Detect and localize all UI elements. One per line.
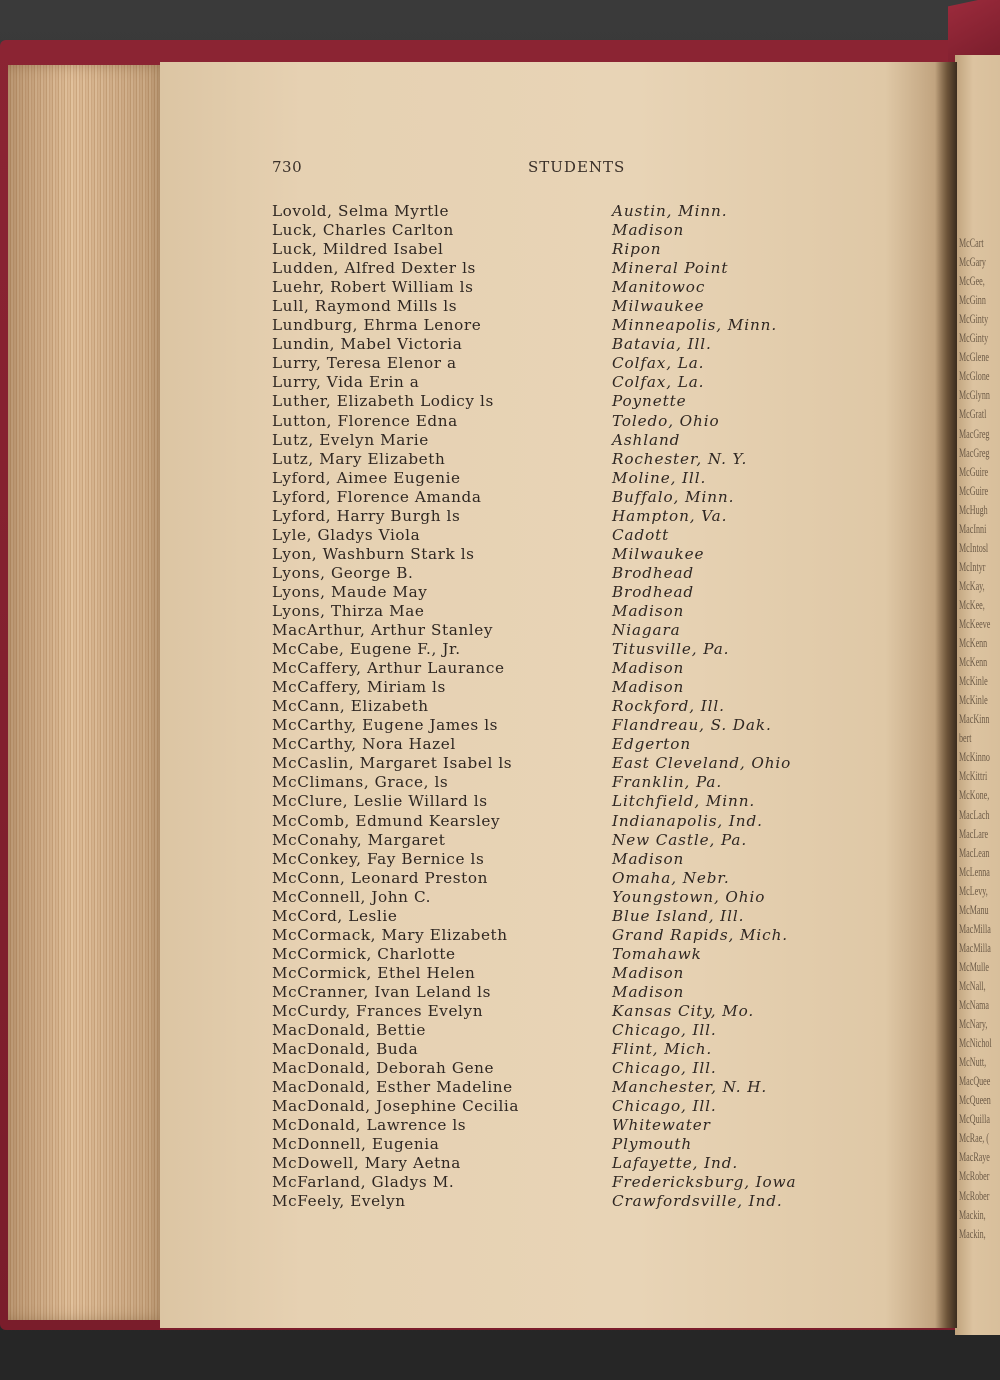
student-entry	[272, 488, 832, 507]
student-entry	[272, 869, 832, 888]
student-hometown: Flandreau, S. Dak.	[612, 716, 772, 735]
next-page-fragment: McHugh	[959, 501, 988, 517]
student-hometown: Madison	[612, 963, 685, 982]
student-entry	[272, 297, 832, 316]
student-name: Lutz, Mary Elizabeth	[272, 449, 446, 468]
next-page-fragment: McGlone	[959, 368, 990, 384]
student-name: MacDonald, Bettie	[272, 1021, 426, 1040]
next-page-fragment: McQueen	[959, 1092, 991, 1108]
next-page-fragment: McKinle	[959, 673, 988, 689]
student-hometown: Cadott	[612, 525, 670, 544]
student-name: McConahy, Margaret	[272, 830, 446, 849]
next-page-fragment: McKittri	[959, 768, 988, 784]
student-hometown: Moline, Ill.	[612, 468, 707, 487]
next-page-fragment: McIntyr	[959, 558, 986, 574]
student-name: McDonald, Lawrence ls	[272, 1116, 467, 1135]
student-entry	[272, 735, 832, 754]
student-entry	[272, 259, 832, 278]
student-entry	[272, 907, 832, 926]
student-name: McCaffery, Miriam ls	[272, 678, 446, 697]
student-hometown: Brodhead	[612, 563, 695, 582]
student-hometown: Poynette	[612, 392, 687, 411]
student-entry	[272, 564, 832, 583]
next-page-fragment: McKinle	[959, 692, 988, 708]
student-name: McCarthy, Eugene James ls	[272, 716, 499, 735]
running-title: STUDENTS	[528, 158, 626, 176]
student-hometown: Franklin, Pa.	[612, 773, 723, 792]
next-page-fragment: McNama	[959, 997, 989, 1012]
student-name: Luther, Elizabeth Lodicy ls	[272, 392, 494, 411]
student-entry	[272, 278, 832, 297]
student-name: McConn, Leonard Preston	[272, 868, 488, 887]
student-name: McCormick, Charlotte	[272, 944, 456, 963]
student-entry	[272, 831, 832, 850]
student-hometown: Chicago, Ill.	[612, 1097, 717, 1116]
student-name: McCaslin, Margaret Isabel ls	[272, 754, 513, 773]
student-entry	[272, 640, 832, 659]
student-name: McClimans, Grace, ls	[272, 773, 449, 792]
student-entry	[272, 602, 832, 621]
student-entry	[272, 1135, 832, 1154]
student-name: Luck, Charles Carlton	[272, 221, 454, 240]
student-hometown: Austin, Minn.	[612, 202, 728, 220]
next-page-fragment: McGuire	[959, 463, 989, 479]
student-entry	[272, 545, 832, 564]
student-name: Lyford, Aimee Eugenie	[272, 468, 461, 487]
student-entry	[272, 373, 832, 392]
student-entry	[272, 507, 832, 526]
student-name: Lundburg, Ehrma Lenore	[272, 316, 482, 335]
next-page-fragment: MacLare	[959, 825, 989, 841]
student-hometown: Manchester, N. H.	[612, 1078, 768, 1097]
student-hometown: Omaha, Nebr.	[612, 868, 730, 887]
student-entry	[272, 1040, 832, 1059]
student-entry	[272, 354, 832, 373]
student-hometown: Toledo, Ohio	[612, 411, 720, 430]
next-page-fragment: McNutt,	[959, 1054, 987, 1070]
student-name: MacDonald, Buda	[272, 1040, 419, 1059]
student-hometown: Youngstown, Ohio	[612, 887, 766, 906]
next-page-fragment: McGee,	[959, 273, 985, 289]
student-hometown: Batavia, Ill.	[612, 335, 712, 354]
student-name: Lutz, Evelyn Marie	[272, 430, 429, 449]
student-name: McCranner, Ivan Leland ls	[272, 982, 491, 1001]
next-page-fragment: MacLean	[959, 844, 990, 860]
student-entry	[272, 1078, 832, 1097]
next-page-fragment: McRae, (	[959, 1130, 989, 1146]
student-name: Lutton, Florence Edna	[272, 411, 458, 430]
student-name: McDonnell, Eugenia	[272, 1135, 440, 1154]
student-entry	[272, 412, 832, 431]
student-hometown: Kansas City, Mo.	[612, 1001, 755, 1020]
student-name: Lull, Raymond Mills ls	[272, 297, 458, 316]
next-page-fragment: McKinno	[959, 749, 990, 765]
next-page-fragment: Mackin,	[959, 1206, 986, 1222]
student-entry	[272, 316, 832, 335]
next-page-fragment: McQuilla	[959, 1111, 990, 1127]
student-name: McConkey, Fay Bernice ls	[272, 849, 485, 868]
student-hometown: Litchfield, Minn.	[612, 792, 756, 811]
student-entry	[272, 659, 832, 678]
next-page-fragment: Mackin,	[959, 1225, 986, 1241]
student-name: Lyford, Florence Amanda	[272, 487, 482, 506]
next-page-fragment: McGlene	[959, 349, 989, 365]
student-entry	[272, 754, 832, 773]
student-entry	[272, 526, 832, 545]
student-hometown: Chicago, Ill.	[612, 1059, 717, 1078]
student-hometown: Rochester, N. Y.	[612, 449, 748, 468]
student-entry	[272, 392, 832, 411]
student-name: Lyons, Thirza Mae	[272, 601, 425, 620]
student-hometown: Chicago, Ill.	[612, 1021, 717, 1040]
student-entry	[272, 1059, 832, 1078]
student-hometown: Blue Island, Ill.	[612, 906, 745, 925]
next-page-fragment: McKenn	[959, 654, 988, 670]
next-page-fragment: McLevy,	[959, 882, 988, 898]
student-listing	[272, 202, 832, 1211]
student-hometown: Madison	[612, 678, 685, 697]
next-page-fragment: McKone,	[959, 787, 990, 803]
next-page-fragment: McNary,	[959, 1016, 988, 1032]
student-name: Lyford, Harry Burgh ls	[272, 506, 461, 525]
student-hometown: Milwaukee	[612, 544, 705, 563]
student-entry	[272, 964, 832, 983]
student-entry	[272, 983, 832, 1002]
student-name: Lyon, Washburn Stark ls	[272, 544, 475, 563]
student-hometown: Niagara	[612, 621, 681, 640]
student-name: Luck, Mildred Isabel	[272, 240, 444, 259]
next-page-fragment: McManu	[959, 901, 989, 917]
page-gutter	[935, 62, 957, 1328]
student-hometown: Lafayette, Ind.	[612, 1154, 739, 1173]
student-entry	[272, 202, 832, 221]
student-name: MacArthur, Arthur Stanley	[272, 621, 494, 640]
student-hometown: Hampton, Va.	[612, 506, 728, 525]
student-hometown: Edgerton	[612, 735, 692, 754]
student-hometown: Ashland	[612, 430, 681, 449]
next-page-fragment: McGinn	[959, 292, 986, 308]
student-entry	[272, 469, 832, 488]
next-page-fragment: McGratl	[959, 406, 987, 422]
student-entry	[272, 1173, 832, 1192]
student-entry	[272, 1002, 832, 1021]
student-entry	[272, 431, 832, 450]
next-page-fragment: McGinty	[959, 311, 989, 327]
student-name: Lyons, George B.	[272, 563, 414, 582]
student-entry	[272, 621, 832, 640]
student-entry	[272, 716, 832, 735]
student-hometown: Grand Rapids, Mich.	[612, 925, 788, 944]
student-name: McFeely, Evelyn	[272, 1192, 406, 1211]
next-page-fragment: McGary	[959, 254, 986, 270]
next-page-fragment: MacGreg	[959, 444, 990, 460]
page-edges-shading	[8, 65, 168, 1320]
next-page-fragment: McNall,	[959, 977, 986, 993]
student-entry	[272, 678, 832, 697]
student-hometown: Rockford, Ill.	[612, 697, 725, 716]
student-entry	[272, 1192, 832, 1211]
student-hometown: Madison	[612, 221, 685, 240]
student-hometown: Titusville, Pa.	[612, 640, 730, 659]
student-entry	[272, 1116, 832, 1135]
student-name: McComb, Edmund Kearsley	[272, 811, 501, 830]
student-name: McDowell, Mary Aetna	[272, 1154, 461, 1173]
student-entry	[272, 240, 832, 259]
next-page-fragment: McIntosl	[959, 539, 989, 555]
student-entry	[272, 773, 832, 792]
next-page-fragment: McKeeve	[959, 616, 991, 631]
student-name: McCormick, Ethel Helen	[272, 963, 476, 982]
student-hometown: Madison	[612, 982, 685, 1001]
student-entry	[272, 888, 832, 907]
student-hometown: East Cleveland, Ohio	[612, 754, 792, 773]
student-hometown: Colfax, La.	[612, 354, 705, 373]
student-entry	[272, 792, 832, 811]
student-hometown: Madison	[612, 601, 685, 620]
next-page-fragment: McRober	[959, 1187, 990, 1203]
student-entry	[272, 850, 832, 869]
student-name: McCurdy, Frances Evelyn	[272, 1001, 484, 1020]
student-name: MacDonald, Josephine Cecilia	[272, 1097, 520, 1116]
student-name: McCann, Elizabeth	[272, 697, 429, 716]
student-hometown: Buffalo, Minn.	[612, 487, 735, 506]
next-page-fragment: McMulle	[959, 958, 990, 974]
student-hometown: Tomahawk	[612, 944, 702, 963]
next-page-fragment: McKay,	[959, 577, 985, 593]
next-page-fragment: McKenn	[959, 635, 988, 651]
student-name: Lurry, Teresa Elenor a	[272, 354, 457, 373]
next-page-fragment: McGinty	[959, 330, 989, 346]
student-entry	[272, 450, 832, 469]
student-name: McCabe, Eugene F., Jr.	[272, 640, 461, 659]
student-name: McCarthy, Nora Hazel	[272, 735, 456, 754]
student-entry	[272, 1154, 832, 1173]
student-name: McCaffery, Arthur Laurance	[272, 659, 505, 678]
next-page-fragment: McRober	[959, 1168, 990, 1184]
student-entry	[272, 1097, 832, 1116]
next-page-fragment: MacQuee	[959, 1073, 991, 1089]
student-hometown: Indianapolis, Ind.	[612, 811, 763, 830]
student-entry	[272, 926, 832, 945]
student-hometown: Madison	[612, 659, 685, 678]
student-entry	[272, 812, 832, 831]
student-hometown: Colfax, La.	[612, 373, 705, 392]
next-page-fragment: MacRaye	[959, 1149, 990, 1165]
student-name: McCormack, Mary Elizabeth	[272, 925, 508, 944]
next-page-edge	[955, 55, 1000, 1335]
student-entry	[272, 945, 832, 964]
student-name: Lyons, Maude May	[272, 582, 428, 601]
next-page-fragment: MacKinn	[959, 711, 990, 727]
student-entry	[272, 697, 832, 716]
student-hometown: Crawfordsville, Ind.	[612, 1192, 783, 1211]
next-page-fragment: MacMilla	[959, 920, 991, 936]
student-name: Luehr, Robert William ls	[272, 278, 474, 297]
next-page-fragment: McKee,	[959, 596, 985, 612]
student-hometown: Flint, Mich.	[612, 1040, 713, 1059]
student-hometown: Plymouth	[612, 1135, 693, 1154]
student-hometown: Milwaukee	[612, 297, 705, 316]
student-hometown: New Castle, Pa.	[612, 830, 748, 849]
page-header	[272, 158, 672, 180]
student-hometown: Fredericksburg, Iowa	[612, 1173, 797, 1192]
student-hometown: Madison	[612, 849, 685, 868]
student-name: McConnell, John C.	[272, 887, 432, 906]
student-hometown: Manitowoc	[612, 278, 706, 297]
student-hometown: Minneapolis, Minn.	[612, 316, 778, 335]
student-name: MacDonald, Esther Madeline	[272, 1078, 513, 1097]
student-entry	[272, 583, 832, 602]
page-number: 730	[272, 158, 303, 176]
student-name: Lovold, Selma Myrtle	[272, 202, 450, 220]
student-name: Lurry, Vida Erin a	[272, 373, 420, 392]
next-page-fragment: McGlynn	[959, 387, 990, 403]
student-name: McFarland, Gladys M.	[272, 1173, 455, 1192]
student-name: McCord, Leslie	[272, 906, 398, 925]
next-page-fragment: MacGreg	[959, 425, 990, 441]
student-hometown: Brodhead	[612, 582, 695, 601]
next-page-fragment: McCart	[959, 235, 984, 250]
next-page-fragment: McGuire	[959, 482, 989, 498]
next-page-fragment: MacInni	[959, 520, 987, 536]
student-entry	[272, 1021, 832, 1040]
next-page-fragment: MacLach	[959, 806, 990, 822]
next-page-fragment: McNichol	[959, 1035, 992, 1051]
student-name: Lundin, Mabel Victoria	[272, 335, 463, 354]
student-name: MacDonald, Deborah Gene	[272, 1059, 495, 1078]
student-hometown: Ripon	[612, 240, 662, 259]
student-hometown: Mineral Point	[612, 259, 729, 278]
student-name: McClure, Leslie Willard ls	[272, 792, 488, 811]
student-entry	[272, 335, 832, 354]
next-page-fragment: bert	[959, 730, 972, 746]
student-name: Ludden, Alfred Dexter ls	[272, 259, 476, 278]
student-name: Lyle, Gladys Viola	[272, 525, 421, 544]
student-hometown: Whitewater	[612, 1116, 711, 1135]
student-entry	[272, 221, 832, 240]
next-page-fragment: McLenna	[959, 863, 990, 879]
next-page-fragment: MacMilla	[959, 939, 991, 955]
